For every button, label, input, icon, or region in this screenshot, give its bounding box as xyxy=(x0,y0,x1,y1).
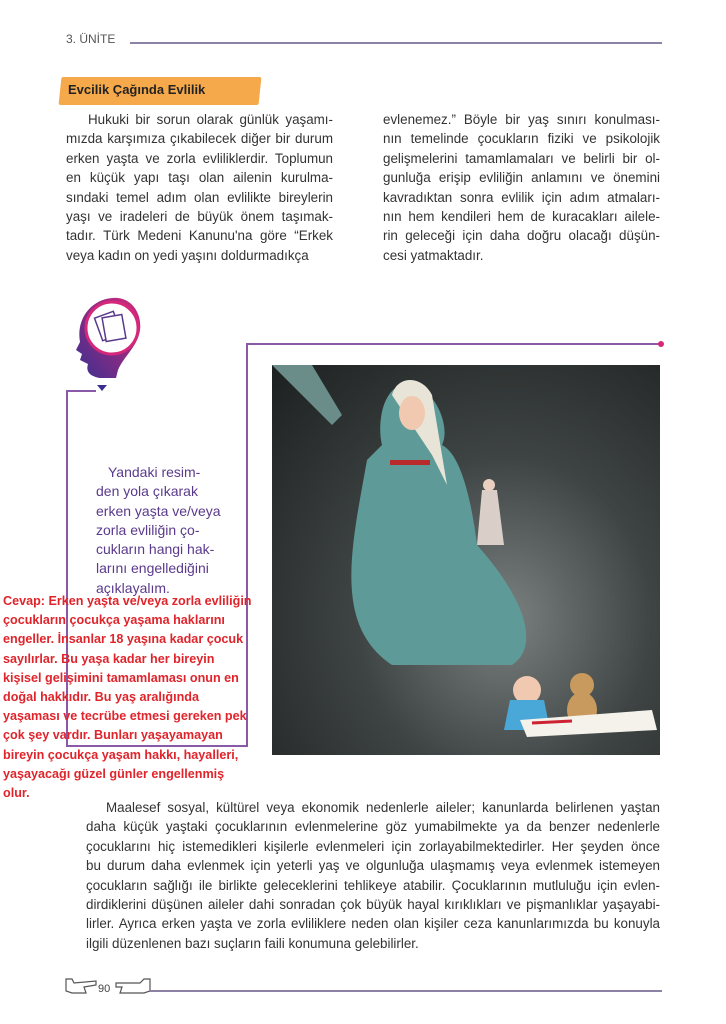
answer-line: olur. xyxy=(3,786,30,801)
pink-dot xyxy=(658,341,664,347)
bottom-paragraph-line: Maalesef sosyal, kültürel veya ekonomik nedenlerle aileler; kanunlarda belirlenen yaştan xyxy=(106,800,660,815)
header-rule xyxy=(130,42,662,44)
left-column-line: en küçük yapı taşı olan ailenin kurulma- xyxy=(66,170,333,186)
right-column-line: gelişmelerini tamamlamaları ve belirli bir ol- xyxy=(383,150,660,166)
bottom-paragraph-line: bu durum daha evlenmek için yeterli yaş ve olgunluğa ulaşmamış veya evlenmek istemeyen xyxy=(86,858,660,874)
left-column-line: tadır. Türk Medeni Kanunu'na göre “Erkek xyxy=(66,228,333,244)
handwritten-answer xyxy=(3,592,268,803)
left-column-line: sındaki temel adım olan evlilikte bireylerin xyxy=(66,189,333,205)
left-column-line: erken yaşta ve zorla evliliklerdir. Toplumun xyxy=(66,150,333,166)
footer-rule xyxy=(150,990,662,992)
answer-line: sayılırlar. Bu yaşa kadar her bireyin xyxy=(3,651,215,666)
right-column-line: evlenemez.” Böyle bir yaş sınırı konulması- xyxy=(383,112,660,127)
right-column-line: rin geleceği için daha doğru olacağı düşün- xyxy=(383,228,660,244)
left-column-line: veya kadın on yedi yaşını doldurmadıkça xyxy=(66,247,309,263)
section-title: Evcilik Çağında Evlilik xyxy=(68,82,206,97)
question-line: cukların hangi hak- xyxy=(96,541,215,558)
image-top-rule xyxy=(246,343,660,345)
answer-line: çocukların çocukça yaşama haklarını xyxy=(3,613,225,628)
page-number: 90 xyxy=(98,983,111,995)
left-column-line: yaşı ve iradeleri de büyük önem taşımak- xyxy=(66,209,333,225)
answer-line: yaşayacağı güzel günler engellenmiş xyxy=(3,766,225,781)
question-line: den yola çıkarak xyxy=(96,483,198,500)
question-line: zorla evliliğin ço- xyxy=(96,521,200,538)
right-column-line: gunluğa erişip evliliğin anlamını ve önemini xyxy=(383,170,660,186)
bracket-top-left xyxy=(66,390,96,392)
answer-line: engeller. İnsanlar 18 yaşına kadar çocuk xyxy=(3,632,244,647)
activity-question xyxy=(96,463,236,598)
thinking-head-icon xyxy=(60,290,145,395)
left-column-line: mızda karşımıza çıkabilecek diğer bir durum xyxy=(66,131,333,147)
question-line: larını engellediğini xyxy=(96,560,209,577)
answer-line: bireyin çocukça yaşam hakkı, hayalleri, xyxy=(3,747,239,762)
unit-label: 3. ÜNİTE xyxy=(66,32,116,46)
bottom-paragraph xyxy=(86,798,660,953)
bottom-paragraph-line: dirdiklerini düşünen aileler dahi sonradan çok büyük hayal kırıklıkları ve pişmanlıklar yaşayabi- xyxy=(86,897,660,913)
right-column-line: nın hem kendileri hem de kuracakları ailele- xyxy=(383,209,660,225)
question-line: açıklayalım. xyxy=(96,579,170,596)
right-column-text xyxy=(383,110,660,265)
question-line: erken yaşta ve/veya xyxy=(96,502,221,519)
answer-line: kişisel gelişimini tamamlaması onun en xyxy=(3,670,239,685)
left-column-text xyxy=(66,110,333,265)
bottom-paragraph-line: lirler. Ayrıca erken yaşta ve zorla evliliklere neden olan kişiler ceza kanunlarımızda bu konuyla xyxy=(86,916,660,932)
answer-line: yaşaması ve tecrübe etmesi gereken pek xyxy=(3,709,247,724)
bottom-paragraph-line: çocukların sağlığı ile birlikte geleceklerini tehlikeye atabilir. Çocuklarının mutluluğu için evlen- xyxy=(86,877,660,893)
right-column-line: kavradıktan sonra evlilik için adım atmaları- xyxy=(383,189,660,205)
answer-line: çok şey vardır. Bunları yaşayamayan xyxy=(3,728,223,743)
answer-line: Cevap: Erken yaşta ve/veya zorla evliliğin xyxy=(3,594,252,608)
answer-line: doğal hakkıdır. Bu yaş aralığında xyxy=(3,690,199,705)
left-column-line: Hukuki bir sorun olarak günlük yaşamı- xyxy=(88,112,333,127)
right-column-line: nın temelinde çocukların fiziki ve psikolojik xyxy=(383,131,660,147)
bottom-paragraph-line: daha küçük yaştaki çocuklarının evlenmelerine göz yumabilmekte ya da benzer nedenlerle xyxy=(86,819,660,835)
child-marriage-illustration xyxy=(272,365,660,755)
bottom-paragraph-line: ilgili düzenlenen bazı suçların faili konumuna gelebilirler. xyxy=(86,935,419,951)
bottom-paragraph-line: çocuklarını hiç istemedikleri kişilerle evlenmeleri için zorlayabilmektedirler. Her şeyden önce xyxy=(86,838,660,854)
question-line: Yandaki resim- xyxy=(108,464,201,480)
right-column-line: cesi yatmaktadır. xyxy=(383,247,484,263)
